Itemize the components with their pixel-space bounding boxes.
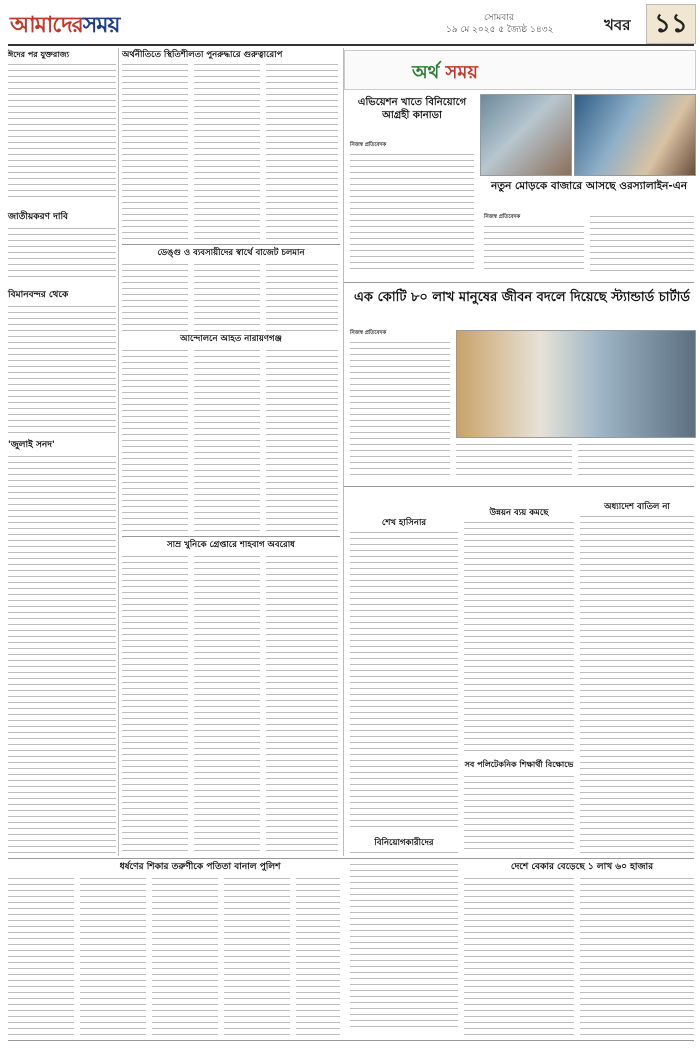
page-number: ১১: [646, 4, 696, 44]
article-body-dengue-col3: [266, 262, 338, 332]
column-rule: [118, 48, 119, 856]
photo-standard-chartered-event: [456, 330, 696, 438]
article-body-shahbag-col3: [266, 554, 338, 854]
article-body-polytechnic: [464, 774, 574, 854]
section-divider: [344, 282, 694, 283]
article-body-police-col3: [152, 876, 218, 1036]
article-body-injured-col1: [122, 348, 188, 534]
logo-artho: অর্থ: [412, 62, 440, 83]
article-body-scb-col3: [578, 442, 694, 478]
masthead-divider: [8, 44, 694, 46]
section-title: খবর: [604, 16, 631, 34]
byline-orsaline: নিজস্ব প্রতিবেদক: [484, 214, 521, 220]
logo-shomoy: সময়: [445, 62, 479, 83]
article-body-shahbag-col2: [194, 554, 260, 854]
issue-day: সোমবার: [484, 13, 514, 23]
headline-development-cost: উন্নয়ন ব্যয় কমছে: [489, 508, 549, 518]
headline-ordinance: অধ্যাদেশ বাতিল না: [604, 502, 670, 512]
headline-orsaline: নতুন মোড়কে বাজারে আসছে ওরস্যালাইন-এন: [490, 180, 688, 192]
article-body-uk: [8, 62, 116, 202]
masthead: [0, 0, 700, 44]
article-body-dengue-col2: [194, 262, 260, 332]
column-rule: [343, 48, 344, 856]
headline-airport: বিমানবন্দর থেকে: [8, 290, 69, 300]
business-section-banner: [344, 50, 696, 90]
headline-unemployment: দেশে বেকার বেড়েছে ১ লাখ ৬০ হাজার: [510, 862, 654, 872]
article-body-orsaline-col2: [590, 214, 694, 274]
article-body-economy-col1: [122, 62, 188, 240]
article-body-police-col4: [224, 876, 290, 1036]
article-body-hasina: [350, 530, 458, 830]
headline-polytechnic-protest: সব পলিটেকনিক শিক্ষার্থী বিক্ষোভে: [464, 760, 574, 769]
artho-shomoy-logo: [412, 58, 478, 89]
photo-product-launch: [574, 94, 696, 176]
article-body-ordinance: [580, 514, 694, 854]
article-body-shahbag-col1: [122, 554, 188, 854]
section-divider: [344, 486, 694, 487]
article-body-scb-col2: [456, 442, 572, 478]
page-footer-rule: [8, 1040, 694, 1041]
article-body-airport: [8, 304, 116, 434]
section-divider: [122, 244, 340, 245]
article-body-unemployment-col1: [464, 876, 574, 1036]
article-body-orsaline-col1: [484, 224, 584, 274]
headline-injured-narayanganj: আন্দোলনে আহত নারায়ণগঞ্জ: [180, 334, 282, 344]
headline-uk: ঈদের পর যুক্তরাজ্য: [8, 50, 70, 59]
article-body-scb-col1: [350, 340, 450, 476]
article-body-police-col1: [8, 876, 74, 1036]
headline-shahbag-blockade: সাম্র খুনিকে গ্রেপ্তারে শাহবাগ অবরোধ: [167, 540, 295, 550]
section-divider: [8, 858, 694, 859]
article-body-july-charter: [8, 454, 116, 854]
article-body-unemployment-col2: [580, 876, 694, 1036]
headline-economy-stability: অর্থনীতিতে স্থিতিশীলতা পুনরুদ্ধারে গুরুত্বারোপ: [122, 50, 283, 60]
article-body-police-col5: [296, 876, 340, 1036]
article-body-investors: [350, 850, 458, 1030]
issue-date: ১৯ মে ২০২৫ ৫ জ্যৈষ্ঠ ১৪৩২: [446, 25, 554, 35]
article-body-dengue-col1: [122, 262, 188, 332]
headline-nationalization: জাতীয়করণ দাবি: [8, 212, 69, 222]
headline-investors: বিনিয়োগকারীদের: [374, 838, 434, 848]
article-body-development: [464, 520, 574, 752]
headline-dengue-budget: ডেঙ্গু ও ব্যবসায়ীদের স্বার্থে বাজেট চলমান: [157, 248, 305, 258]
photo-canada-meeting: [480, 94, 572, 176]
headline-standard-chartered: এক কোটি ৮০ লাখ মানুষের জীবন বদলে দিয়েছে স্ট্যান্ডার্ড চার্টার্ড: [354, 290, 690, 305]
article-body-nationalization: [8, 226, 116, 280]
logo-text-amader: আমাদের: [10, 12, 83, 38]
section-divider: [122, 536, 340, 537]
byline-standard-chartered: নিজস্ব প্রতিবেদক: [350, 330, 387, 336]
byline-canada: নিজস্ব প্রতিবেদক: [350, 142, 387, 148]
article-body-police-col2: [80, 876, 146, 1036]
article-body-injured-col3: [266, 348, 338, 534]
article-body-economy-col2: [194, 62, 260, 240]
article-body-economy-col3: [266, 62, 338, 240]
logo-text-shomoy: সময়: [82, 12, 120, 38]
headline-sheikh-hasina: শেখ হাসিনার: [381, 518, 427, 528]
article-body-canada: [350, 152, 474, 272]
headline-police-case: ধর্ষণের শিকার তরুণীকে পতিতা বানাল পুলিশ: [119, 862, 281, 872]
headline-canada-aviation: এভিয়েশন খাতে বিনিয়োগে আগ্রহী কানাডা: [357, 97, 467, 121]
article-body-injured-col2: [194, 348, 260, 534]
headline-july-charter: 'জুলাই সনদ': [8, 440, 55, 450]
newspaper-logo[interactable]: [10, 8, 119, 45]
